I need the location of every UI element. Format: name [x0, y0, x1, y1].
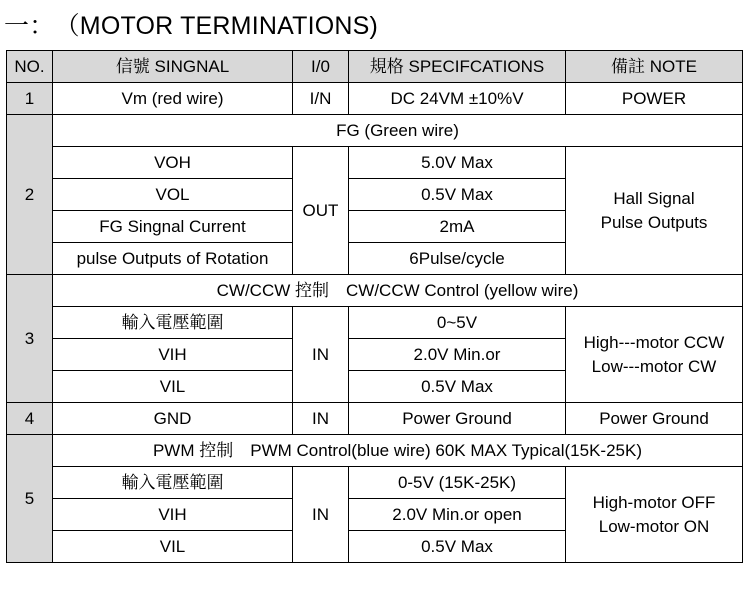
header-io: I/0 [293, 51, 349, 83]
row-number: 4 [7, 403, 53, 435]
signal-cell: pulse Outputs of Rotation [53, 243, 293, 275]
spec-cell: 0.5V Max [349, 179, 566, 211]
table-row [7, 115, 743, 147]
io-cell: IN [293, 467, 349, 563]
table-row [7, 435, 743, 467]
group-heading: FG (Green wire) [53, 115, 743, 147]
signal-cell: GND [53, 403, 293, 435]
note-cell: Power Ground [566, 403, 743, 435]
spec-cell: Power Ground [349, 403, 566, 435]
header-no: NO. [7, 51, 53, 83]
note-line: Low-motor ON [598, 516, 710, 536]
note-cell [566, 467, 743, 563]
motor-terminations-table [6, 50, 743, 563]
group-heading: CW/CCW 控制 CW/CCW Control (yellow wire) [53, 275, 743, 307]
spec-cell: 5.0V Max [349, 147, 566, 179]
spec-cell: 0~5V [349, 307, 566, 339]
document-title: 一： （MOTOR TERMINATIONS) [4, 12, 379, 40]
signal-cell: VIL [53, 371, 293, 403]
table-row [7, 147, 743, 179]
signal-cell: VIH [53, 499, 293, 531]
signal-cell: 輸入電壓範圍 [53, 467, 293, 499]
row-number: 5 [7, 435, 53, 563]
note-line: Hall Signal [613, 188, 695, 208]
note-cell [566, 307, 743, 403]
spec-cell: 0.5V Max [349, 371, 566, 403]
table-row [7, 467, 743, 499]
io-cell: I/N [293, 83, 349, 115]
table-row [7, 275, 743, 307]
signal-cell: VIL [53, 531, 293, 563]
row-number: 1 [7, 83, 53, 115]
header-spec: 規格 SPECIFCATIONS [349, 51, 566, 83]
note-line: Low---motor CW [591, 356, 717, 376]
signal-cell: VIH [53, 339, 293, 371]
note-cell [566, 147, 743, 275]
group-heading: PWM 控制 PWM Control(blue wire) 60K MAX Typical(15K-25K) [53, 435, 743, 467]
table-header-row [7, 51, 743, 83]
note-cell: POWER [566, 83, 743, 115]
io-cell: IN [293, 307, 349, 403]
spec-cell: DC 24VM ±10%V [349, 83, 566, 115]
row-number: 3 [7, 275, 53, 403]
spec-cell: 0-5V (15K-25K) [349, 467, 566, 499]
spec-cell: 2.0V Min.or [349, 339, 566, 371]
spec-cell: 6Pulse/cycle [349, 243, 566, 275]
signal-cell: VOH [53, 147, 293, 179]
table-row [7, 403, 743, 435]
table-row [7, 307, 743, 339]
header-note: 備註 NOTE [566, 51, 743, 83]
table-row [7, 83, 743, 115]
io-cell: IN [293, 403, 349, 435]
note-line: Pulse Outputs [600, 212, 708, 232]
header-signal: 信號 SINGNAL [53, 51, 293, 83]
signal-cell: Vm (red wire) [53, 83, 293, 115]
spec-cell: 0.5V Max [349, 531, 566, 563]
signal-cell: VOL [53, 179, 293, 211]
note-line: High-motor OFF [592, 492, 716, 512]
io-cell: OUT [293, 147, 349, 275]
row-number: 2 [7, 115, 53, 275]
note-line: High---motor CCW [583, 332, 725, 352]
signal-cell: FG Singnal Current [53, 211, 293, 243]
spec-cell: 2.0V Min.or open [349, 499, 566, 531]
signal-cell: 輸入電壓範圍 [53, 307, 293, 339]
spec-cell: 2mA [349, 211, 566, 243]
